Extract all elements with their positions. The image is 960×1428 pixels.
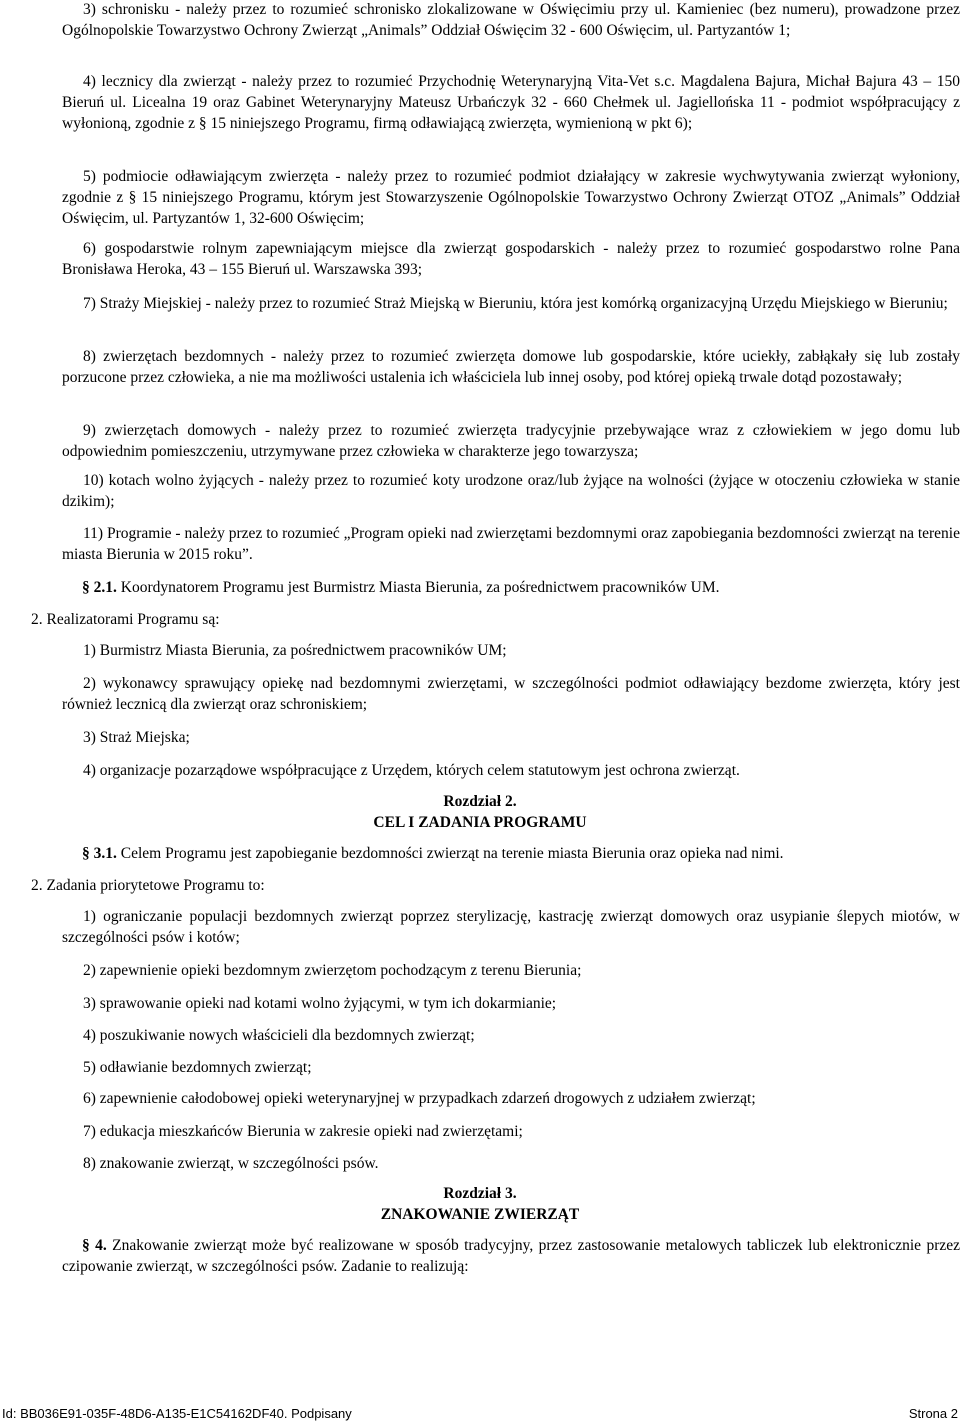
- definition-11: 11) Programie - należy przez to rozumieć „Program opieki nad zwierzętami bezdomnymi oraz zapobiegania bezdomności zwierząt na terenie miasta Bierunia w 2015 roku”.: [62, 525, 960, 563]
- section-2-para-1: [62, 577, 960, 598]
- section-3-list-item-6: 6) zapewnienie całodobowej opieki weterynaryjnej w przypadkach zdarzeń drogowych z udziałem zwierząt;: [83, 1090, 756, 1107]
- section-3-para-1: [62, 843, 960, 864]
- section-4-para: [62, 1235, 960, 1277]
- section-2-para-1-lead: 1.: [105, 579, 117, 596]
- section-3-number: § 3.: [82, 845, 106, 862]
- section-2-para-1-text: Koordynatorem Programu jest Burmistrz Miasta Bierunia, za pośrednictwem pracowników UM.: [116, 579, 720, 596]
- section-4-text: Znakowanie zwierząt może być realizowane w sposób tradycyjny, przez zastosowanie metalowych tabliczek lub elektronicznie przez czipowanie zwierząt, w szczególności psów. Zadanie to realizują:: [62, 1237, 960, 1275]
- section-2-list-item-2: 2) wykonawcy sprawujący opiekę nad bezdomnymi zwierzętami, w szczególności podmiot odławiający bezdome zwierzęta, który jest również lecznicą dla zwierząt oraz schroniskiem;: [62, 675, 960, 713]
- section-3-list-item-5: 5) odławianie bezdomnych zwierząt;: [83, 1059, 312, 1076]
- section-2-number: § 2.: [82, 579, 106, 596]
- section-3-para-1-text: Celem Programu jest zapobieganie bezdomności zwierząt na terenie miasta Bierunia oraz opieka nad nimi.: [116, 845, 784, 862]
- definition-6: 6) gospodarstwie rolnym zapewniającym miejsce dla zwierząt gospodarskich - należy przez to rozumieć gospodarstwo rolne Pana Bronisława Heroka, 43 – 155 Bieruń ul. Warszawska 393;: [62, 240, 960, 278]
- definition-9: 9) zwierzętach domowych - należy przez to rozumieć zwierzęta tradycyjnie przebywające wraz z człowiekiem w jego domu lub odpowiednim pomieszczeniu, utrzymywane przez człowieka w charakterze jego towarzysza;: [62, 422, 960, 460]
- definition-8: 8) zwierzętach bezdomnych - należy przez to rozumieć zwierzęta domowe lub gospodarskie, które uciekły, zabłąkały się lub zostały porzucone przez człowieka, a nie ma możliwości ustalenia ich właściciela lub innej osoby, pod której opieką trwale dotąd pozostawały;: [62, 348, 960, 386]
- section-3-list-item-8: 8) znakowanie zwierząt, w szczególności psów.: [83, 1155, 379, 1172]
- definition-7: 7) Straży Miejskiej - należy przez to rozumieć Straż Miejską w Bieruniu, która jest komórką organizacyjną Urzędu Miejskiego w Bieruniu;: [83, 295, 948, 312]
- section-3-list-item-2: 2) zapewnienie opieki bezdomnym zwierzętom pochodzącym z terenu Bierunia;: [83, 962, 582, 979]
- page-number: Strona 2: [908, 1406, 958, 1421]
- page-footer: [0, 1406, 960, 1422]
- section-2-list-item-3: 3) Straż Miejska;: [83, 729, 190, 746]
- chapter-3-subtitle: ZNAKOWANIE ZWIERZĄT: [380, 1206, 580, 1223]
- chapter-2-heading: [0, 791, 960, 833]
- section-3-list-item-3: 3) sprawowanie opieki nad kotami wolno żyjącymi, w tym ich dokarmianie;: [83, 995, 557, 1012]
- definition-4: 4) lecznicy dla zwierząt - należy przez to rozumieć Przychodnię Weterynaryjną Vita-Vet s.c. Magdalena Bajura, Michał Bajura 43 – 150 Bieruń ul. Licealna 19 oraz Gabinet Weterynaryjny Mateusz Urbańczyk 32 - 660 Chełmek ul. Jagiellońska 11 - podmiot współpracujący z wyłonioną, zgodnie z § 15 niniejszego Programu, firmą odławiającą zwierzęta, wymienioną w pkt 6);: [62, 73, 960, 132]
- chapter-3-title: Rozdział 3.: [443, 1185, 517, 1202]
- chapter-3-heading: [0, 1183, 960, 1225]
- definition-5: 5) podmiocie odławiającym zwierzęta - należy przez to rozumieć podmiot działający w zakresie wychwytywania zwierząt wyłoniony, zgodnie z § 15 niniejszego Programu, którym jest Stowarzyszenie Ogólnopolskie Towarzystwo Ochrony Zwierząt OTOZ „Animals” Oddział Oświęcim, ul. Partyzantów 1, 32-600 Oświęcim;: [62, 168, 960, 227]
- section-4-number: § 4.: [82, 1237, 107, 1254]
- chapter-2-subtitle: CEL I ZADANIA PROGRAMU: [373, 814, 587, 831]
- definition-3: 3) schronisku - należy przez to rozumieć schronisko zlokalizowane w Oświęcimiu przy ul. Kamieniec (bez numeru), prowadzone przez Ogólnopolskie Towarzystwo Ochrony Zwierząt „Animals” Oddział Oświęcim 32 - 600 Oświęcim, ul. Partyzantów 1;: [62, 1, 960, 39]
- section-3-list-item-7: 7) edukacja mieszkańców Bierunia w zakresie opieki nad zwierzętami;: [83, 1123, 523, 1140]
- section-3-list-item-4: 4) poszukiwanie nowych właścicieli dla bezdomnych zwierząt;: [83, 1027, 475, 1044]
- section-2-list-item-1: 1) Burmistrz Miasta Bierunia, za pośrednictwem pracowników UM;: [83, 642, 507, 659]
- section-3-para-2: 2. Zadania priorytetowe Programu to:: [31, 877, 265, 894]
- section-2-para-2: 2. Realizatorami Programu są:: [31, 611, 220, 628]
- section-3-para-1-lead: 1.: [105, 845, 117, 862]
- definition-10: 10) kotach wolno żyjących - należy przez to rozumieć koty urodzone oraz/lub żyjące na wolności (żyjące w otoczeniu człowieka w stanie dzikim);: [62, 472, 960, 510]
- section-3-list-item-1: 1) ograniczanie populacji bezdomnych zwierząt poprzez sterylizację, kastrację zwierząt domowych oraz usypianie ślepych miotów, w szczególności psów i kotów;: [62, 908, 960, 946]
- chapter-2-title: Rozdział 2.: [443, 793, 517, 810]
- document-id: Id: BB036E91-035F-48D6-A135-E1C54162DF40. Podpisany: [2, 1406, 352, 1421]
- section-2-list-item-4: 4) organizacje pozarządowe współpracujące z Urzędem, których celem statutowym jest ochrona zwierząt.: [83, 762, 740, 779]
